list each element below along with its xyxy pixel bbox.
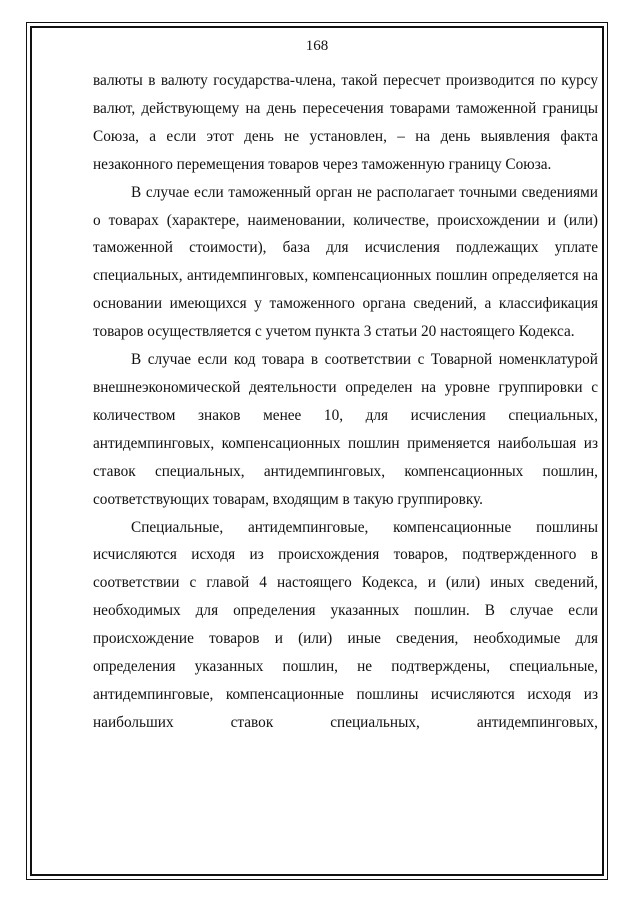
page-border-frame — [30, 26, 604, 876]
document-body — [93, 67, 598, 737]
paragraph-insufficient-info: В случае если таможенный орган не располагает точными сведениями о товарах (характере, наименовании, количестве, происхождении и (или) таможенной стоимости), база для исчисления подлежащих уплате специальных, антидемпинговых, компенсационных пошлин определяется на основании имеющихся у таможенного органа сведений, а классификация товаров осуществляется с учетом пункта 3 статьи 20 настоящего Кодекса. — [93, 183, 598, 341]
paragraph-continuation: валюты в валюту государства-члена, такой пересчет производится по курсу валют, действующему на день пересечения товарами таможенной границы Союза, а если этот день не установлен, – на день выявления факта незаконного перемещения товаров через таможенную границу Союза. — [93, 72, 598, 173]
paragraph-origin-calculation: Специальные, антидемпинговые, компенсационные пошлины исчисляются исходя из происхождения товаров, подтвержденного в соответствии с главой 4 настоящего Кодекса, и (или) иных сведений, необходимых для определения указанных пошлин. В случае если происхождение товаров и (или) иные сведения, необходимые для определения указанных пошлин, не подтверждены, специальные, антидемпинговые, компенсационные пошлины исчисляются исходя из наибольших ставок специальных, антидемпинговых, — [93, 518, 598, 731]
page-number: 168 — [305, 38, 329, 54]
paragraph-code-grouping: В случае если код товара в соответствии с Товарной номенклатурой внешнеэкономической деятельности определен на уровне группировки с количеством знаков менее 10, для исчисления специальных, антидемпинговых, компенсационных пошлин применяется наибольшая из ставок специальных, антидемпинговых, компенсационных пошлин, соответствующих товарам, входящим в такую группировку. — [93, 351, 598, 508]
